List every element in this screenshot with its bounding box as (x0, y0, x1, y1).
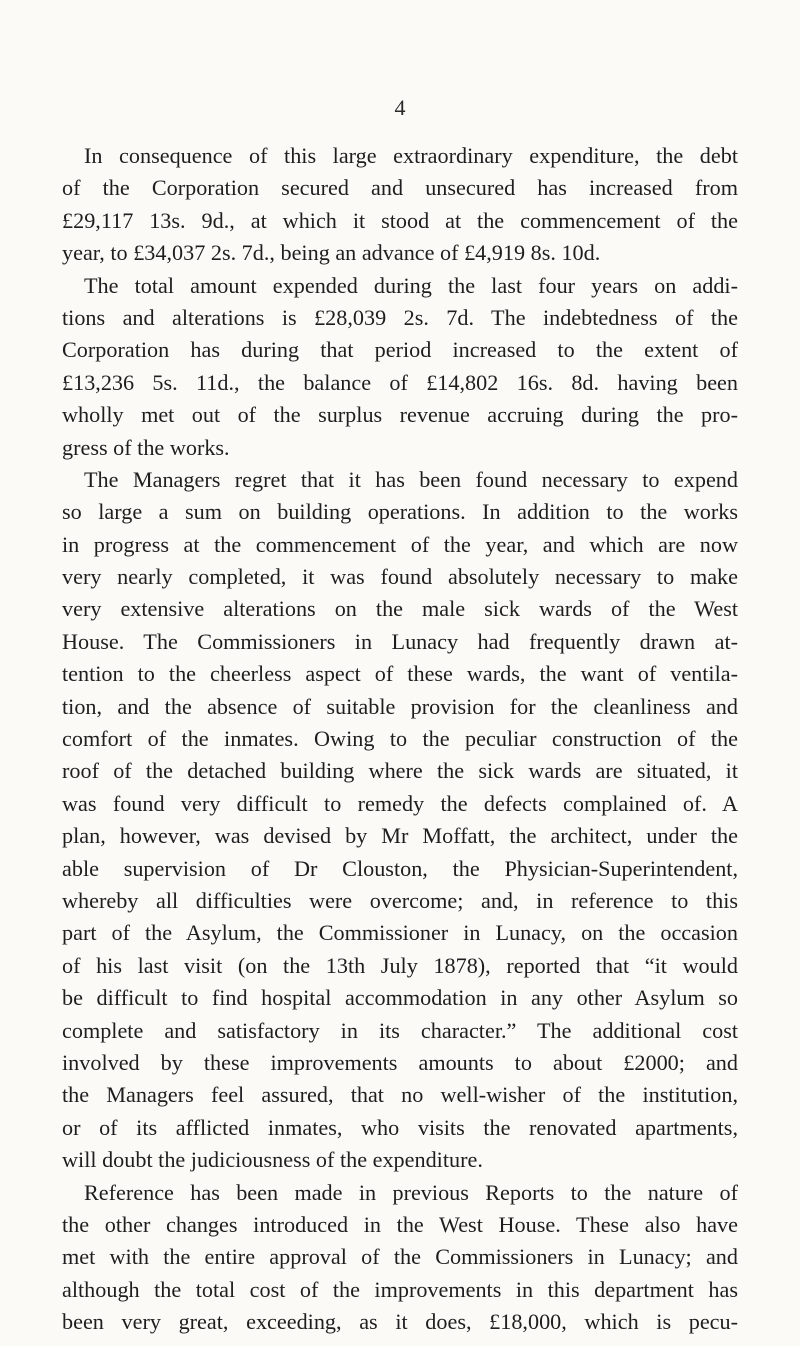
text-line: plan, however, was devised by Mr Moffatt, the architect, under the (62, 823, 738, 849)
text-line: year, to £34,037 2s. 7d., being an advance of £4,919 8s. 10d. (62, 240, 601, 266)
text-line: very nearly completed, it was found absolutely necessary to make (62, 564, 738, 590)
text-line: so large a sum on building operations. In addition to the works (62, 499, 738, 525)
text-line: whereby all difficulties were overcome; and, in reference to this (62, 887, 738, 913)
text-line: In consequence of this large extraordinary expenditure, the debt (84, 143, 738, 168)
text-line: been very great, exceeding, as it does, £18,000, which is pecu- (62, 1309, 738, 1335)
text-line: very extensive alterations on the male sick wards of the West (62, 596, 738, 622)
text-line: involved by these improvements amounts to about £2000; and (62, 1049, 738, 1075)
text-line: of the Corporation secured and unsecured has increased from (62, 175, 738, 201)
text-line: able supervision of Dr Clouston, the Physician-Superintendent, (62, 855, 738, 881)
body-text (62, 140, 738, 1338)
text-line: complete and satisfactory in its character.” The additional cost (62, 1017, 738, 1043)
text-line: tention to the cheerless aspect of these wards, the want of ventila- (62, 661, 738, 687)
text-line: the Managers feel assured, that no well-wisher of the institution, (62, 1082, 738, 1108)
paragraph (62, 1177, 738, 1339)
text-line: of his last visit (on the 13th July 1878), reported that “it would (62, 952, 738, 978)
page-number: 4 (394, 95, 406, 120)
paragraph (62, 464, 738, 1177)
text-line: or of its afflicted inmates, who visits the renovated apartments, (62, 1114, 738, 1140)
text-line: although the total cost of the improvements in this department has (62, 1276, 738, 1302)
text-line: Reference has been made in previous Reports to the nature of (84, 1179, 738, 1205)
text-line: gress of the works. (62, 434, 230, 460)
text-line: roof of the detached building where the sick wards are situated, it (62, 758, 738, 784)
text-line: tion, and the absence of suitable provision for the cleanliness and (62, 693, 738, 719)
paragraph (62, 140, 738, 270)
text-line: House. The Commissioners in Lunacy had frequently drawn at- (62, 628, 738, 654)
text-line: will doubt the judiciousness of the expenditure. (62, 1147, 483, 1173)
text-line: was found very difficult to remedy the defects complained of. A (62, 790, 738, 816)
text-line: £13,236 5s. 11d., the balance of £14,802 16s. 8d. having been (62, 369, 738, 395)
text-line: the other changes introduced in the West House. These also have (62, 1211, 738, 1237)
text-line: in progress at the commencement of the year, and which are now (62, 531, 738, 557)
text-line: tions and alterations is £28,039 2s. 7d. The indebtedness of the (62, 304, 738, 330)
text-line: Corporation has during that period increased to the extent of (62, 337, 738, 363)
text-line: wholly met out of the surplus revenue accruing during the pro- (62, 402, 738, 428)
text-line: met with the entire approval of the Commissioners in Lunacy; and (62, 1244, 738, 1270)
text-line: £29,117 13s. 9d., at which it stood at the commencement of the (62, 207, 738, 233)
text-line: The total amount expended during the last four years on addi- (84, 272, 738, 298)
text-line: part of the Asylum, the Commissioner in Lunacy, on the occasion (62, 920, 738, 946)
text-line: be difficult to find hospital accommodation in any other Asylum so (62, 985, 738, 1011)
text-line: comfort of the inmates. Owing to the peculiar construction of the (62, 726, 738, 752)
paragraph (62, 270, 738, 464)
text-line: The Managers regret that it has been found necessary to expend (84, 466, 738, 492)
